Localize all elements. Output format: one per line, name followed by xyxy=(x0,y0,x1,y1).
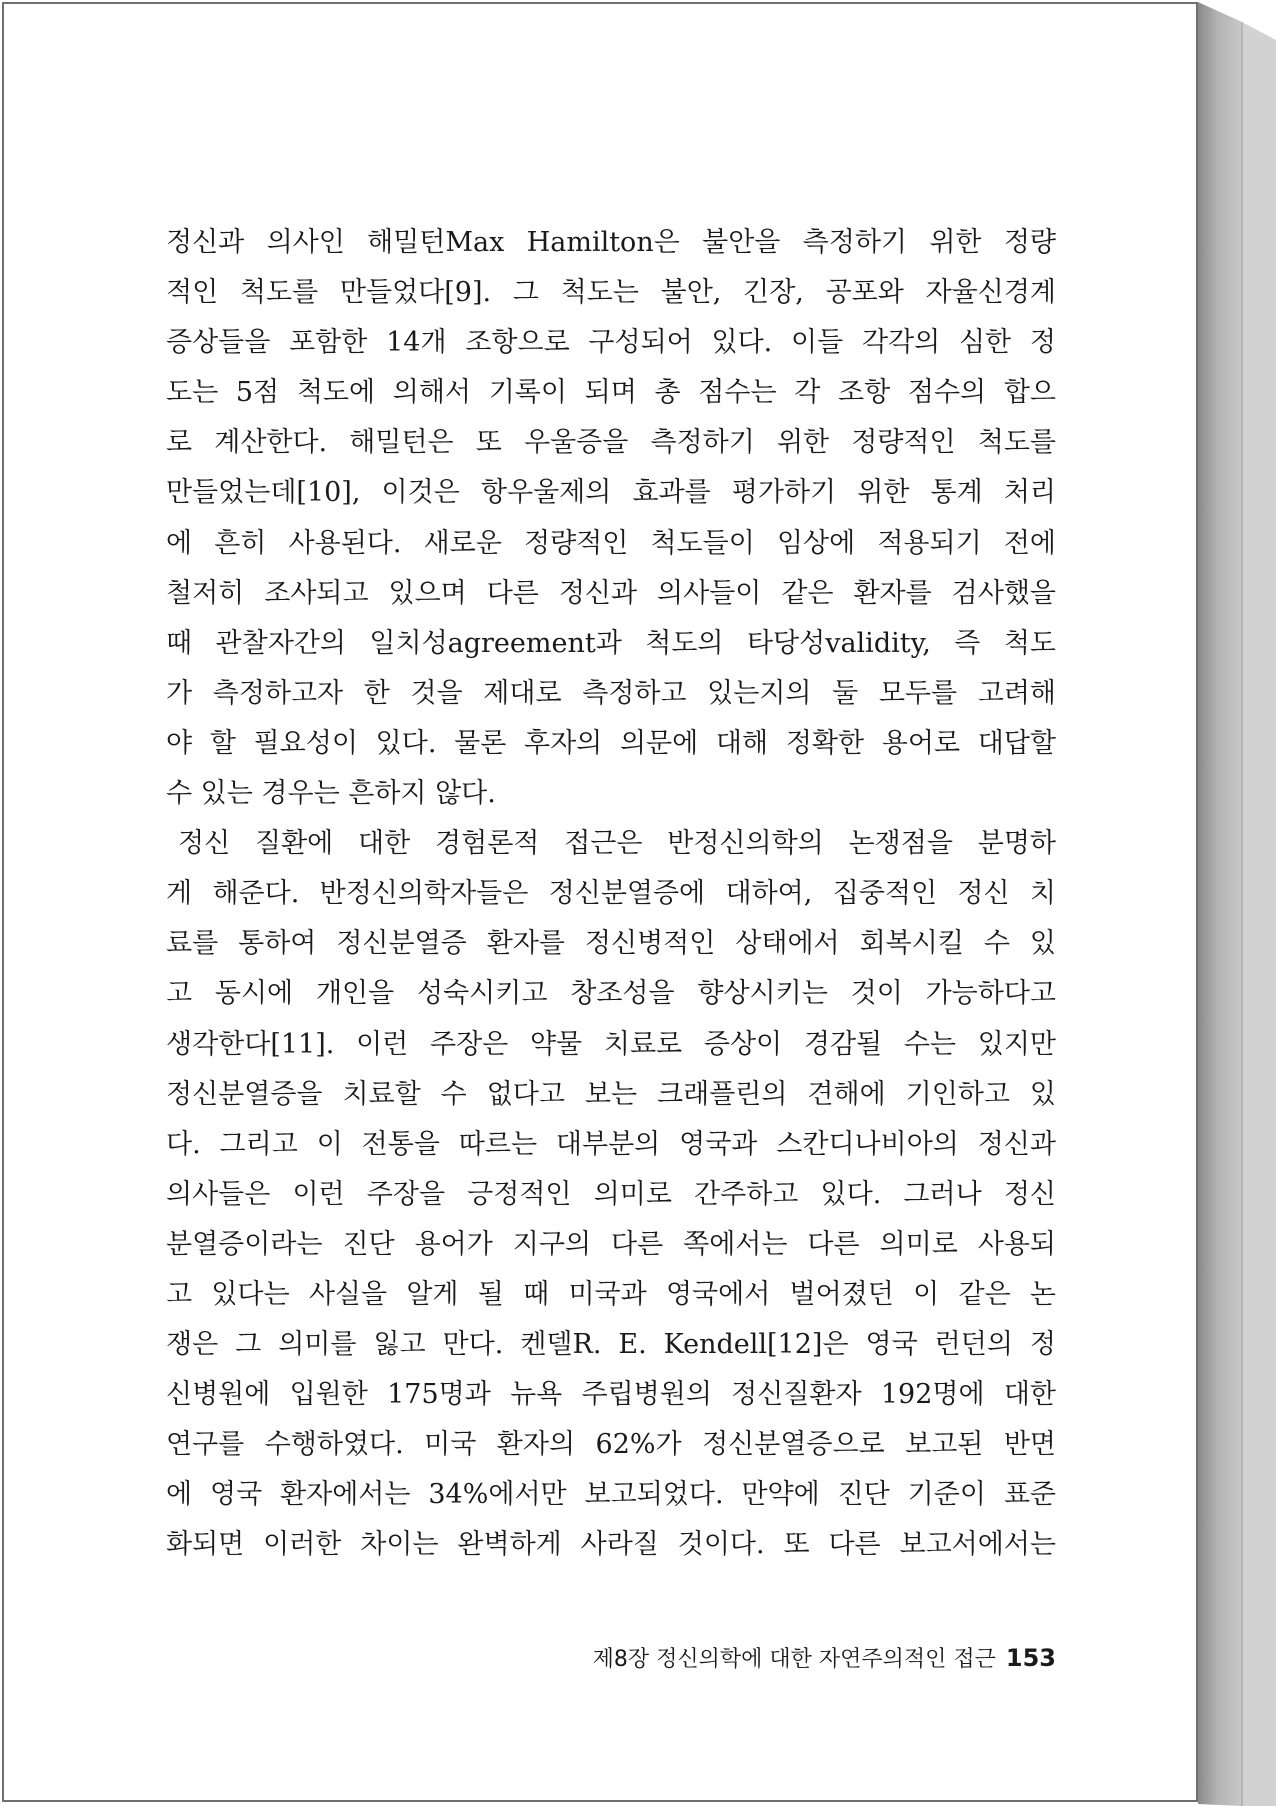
text-line: 가 측정하고자 한 것을 제대로 측정하고 있는지의 둘 모두를 고려해 xyxy=(166,677,1056,709)
text-line: 정신분열증을 치료할 수 없다고 보는 크래플린의 견해에 기인하고 있 xyxy=(166,1078,1056,1110)
text-line: 쟁은 그 의미를 잃고 만다. 켄델R. E. Kendell[12]은 영국 런던의 정 xyxy=(166,1329,1056,1361)
book-edge xyxy=(1198,0,1277,1806)
text-line: 료를 통하여 정신분열증 환자를 정신병적인 상태에서 회복시킬 수 있 xyxy=(166,928,1056,960)
text-line: 에 흔히 사용된다. 새로운 정량적인 척도들이 임상에 적용되기 전에 xyxy=(166,527,1056,559)
text-line: 의사들은 이런 주장을 긍정적인 의미로 간주하고 있다. 그러나 정신 xyxy=(166,1178,1056,1210)
text-line: 증상들을 포함한 14개 조항으로 구성되어 있다. 이들 각각의 심한 정 xyxy=(166,327,1056,359)
text-line: 정신 질환에 대한 경험론적 접근은 반정신의학의 논쟁점을 분명하 xyxy=(178,828,1056,860)
text-line: 때 관찰자간의 일치성agreement과 척도의 타당성validity, 즉 척도 xyxy=(166,627,1056,659)
text-line: 에 영국 환자에서는 34%에서만 보고되었다. 만약에 진단 기준이 표준 xyxy=(166,1479,1056,1511)
text-line: 정신과 의사인 해밀턴Max Hamilton은 불안을 측정하기 위한 정량 xyxy=(166,227,1056,258)
chapter-title: 제8장 정신의학에 대한 자연주의적인 접근 xyxy=(592,1647,996,1672)
text-line: 야 할 필요성이 있다. 물론 후자의 의문에 대해 정확한 용어로 대답할 xyxy=(166,727,1056,759)
book-page xyxy=(2,2,1198,1802)
text-line: 고 있다는 사실을 알게 될 때 미국과 영국에서 벌어졌던 이 같은 논 xyxy=(166,1278,1056,1310)
body-text xyxy=(166,218,1056,1571)
text-line: 생각한다[11]. 이런 주장은 약물 치료로 증상이 경감될 수는 있지만 xyxy=(166,1028,1056,1060)
text-line: 만들었는데[10], 이것은 항우울제의 효과를 평가하기 위한 통계 처리 xyxy=(166,477,1056,509)
paragraph-2 xyxy=(166,819,1056,1570)
text-line: 다. 그리고 이 전통을 따르는 대부분의 영국과 스칸디나비아의 정신과 xyxy=(166,1128,1056,1160)
text-line: 로 계산한다. 해밀턴은 또 우울증을 측정하기 위한 정량적인 척도를 xyxy=(166,427,1056,459)
text-line: 적인 척도를 만들었다[9]. 그 척도는 불안, 긴장, 공포와 자율신경계 xyxy=(166,277,1056,309)
text-line: 분열증이라는 진단 용어가 지구의 다른 쪽에서는 다른 의미로 사용되 xyxy=(166,1228,1056,1260)
text-line: 철저히 조사되고 있으며 다른 정신과 의사들이 같은 환자를 검사했을 xyxy=(166,577,1056,609)
text-line: 신병원에 입원한 175명과 뉴욕 주립병원의 정신질환자 192명에 대한 xyxy=(166,1379,1056,1411)
text-line: 고 동시에 개인을 성숙시키고 창조성을 향상시키는 것이 가능하다고 xyxy=(166,978,1056,1010)
running-footer xyxy=(524,1642,1056,1673)
paragraph-1 xyxy=(166,218,1056,819)
text-line: 연구를 수행하였다. 미국 환자의 62%가 정신분열증으로 보고된 반면 xyxy=(166,1429,1056,1461)
text-line: 수 있는 경우는 흔하지 않다. xyxy=(166,778,496,810)
text-line: 게 해준다. 반정신의학자들은 정신분열증에 대하여, 집중적인 정신 치 xyxy=(166,878,1056,910)
page-number: 153 xyxy=(1005,1644,1056,1672)
text-line: 화되면 이러한 차이는 완벽하게 사라질 것이다. 또 다른 보고서에서는 xyxy=(166,1529,1056,1561)
text-line: 도는 5점 척도에 의해서 기록이 되며 총 점수는 각 조항 점수의 합으 xyxy=(166,377,1056,409)
